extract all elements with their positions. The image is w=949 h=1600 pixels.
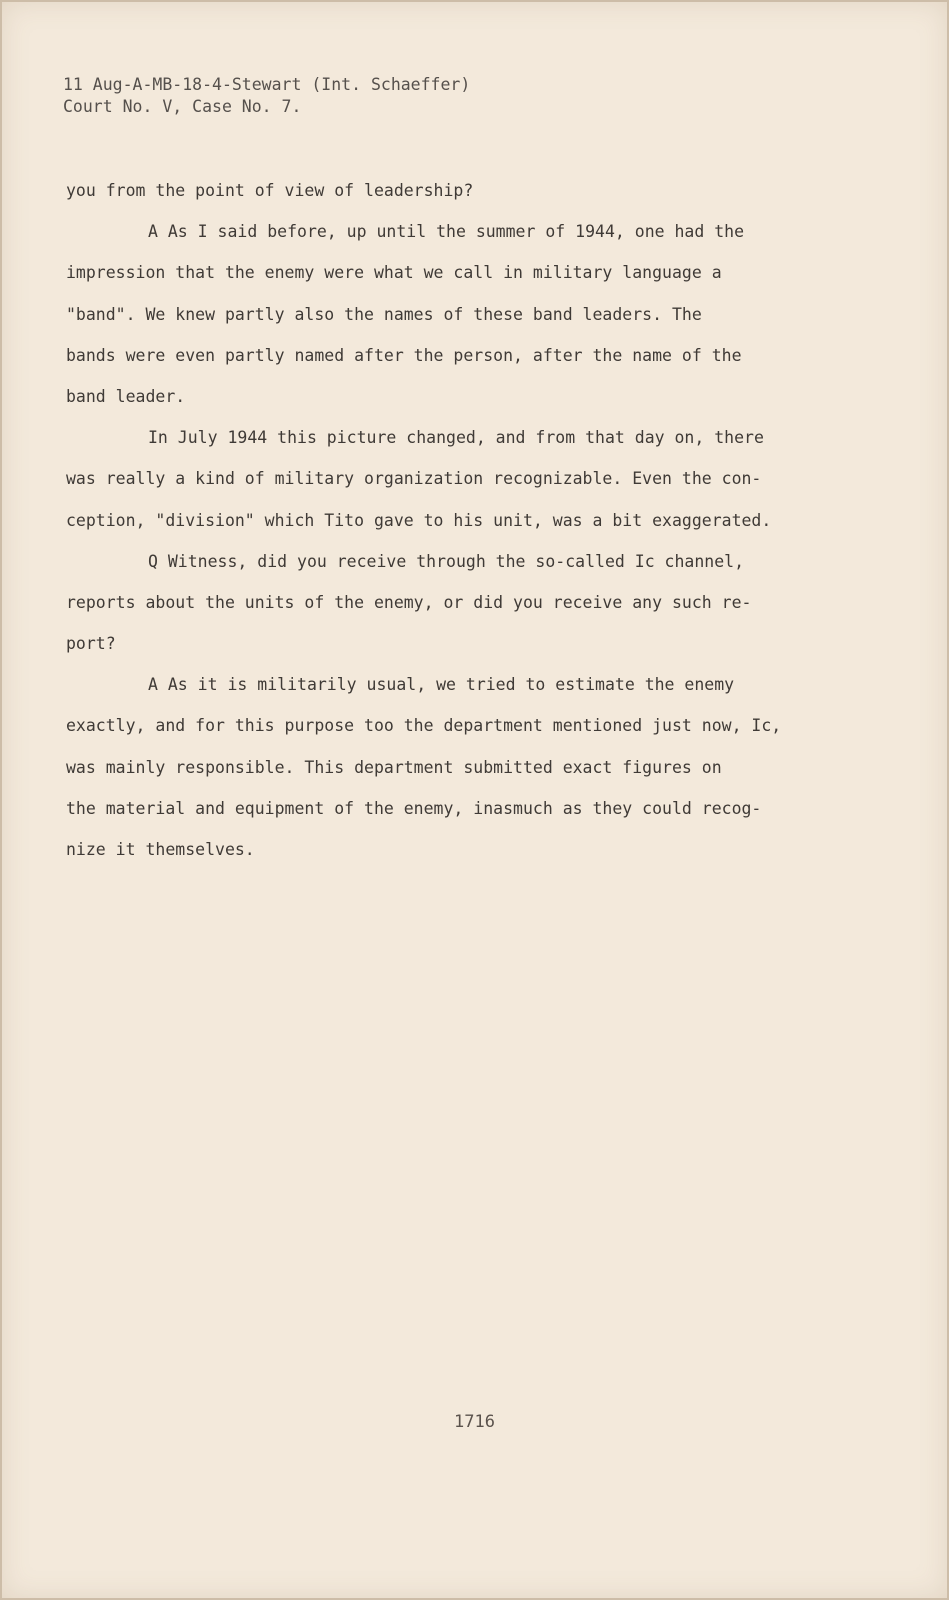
transcript-line: "band". We knew partly also the names of these band leaders. The xyxy=(66,304,702,324)
transcript-line: A As I said before, up until the summer of 1944, one had the xyxy=(148,222,745,242)
transcript-line: reports about the units of the enemy, or did you receive any such re- xyxy=(66,592,752,612)
transcript-line: exactly, and for this purpose too the department mentioned just now, Ic, xyxy=(66,716,782,736)
transcript-line: impression that the enemy were what we call in military language a xyxy=(66,263,722,283)
transcript-line: you from the point of view of leadership? xyxy=(66,181,474,200)
header-court-case: Court No. V, Case No. 7. xyxy=(63,97,302,116)
transcript-line: band leader. xyxy=(66,386,186,406)
transcript-line: ception, "division" which Tito gave to his unit, was a bit exaggerated. xyxy=(66,510,772,530)
transcript-line: bands were even partly named after the person, after the name of the xyxy=(66,345,742,365)
transcript-line: nize it themselves. xyxy=(66,840,255,859)
transcript-line: In July 1944 this picture changed, and from that day on, there xyxy=(148,428,764,448)
transcript-line: the material and equipment of the enemy, inasmuch as they could recog- xyxy=(66,798,762,818)
transcript-line: was mainly responsible. This department submitted exact figures on xyxy=(66,757,722,777)
transcript-line: A As it is militarily usual, we tried to estimate the enemy xyxy=(148,675,735,695)
transcript-line: Q Witness, did you receive through the so-called Ic channel, xyxy=(148,551,745,571)
transcript-body xyxy=(66,170,811,870)
document-header xyxy=(63,74,470,118)
transcript-line: was really a kind of military organization recognizable. Even the con- xyxy=(66,469,762,489)
page-number: 1716 xyxy=(454,1412,495,1432)
transcript-line: port? xyxy=(66,634,116,654)
header-case-reference: 11 Aug-A-MB-18-4-Stewart (Int. Schaeffer) xyxy=(63,75,471,94)
